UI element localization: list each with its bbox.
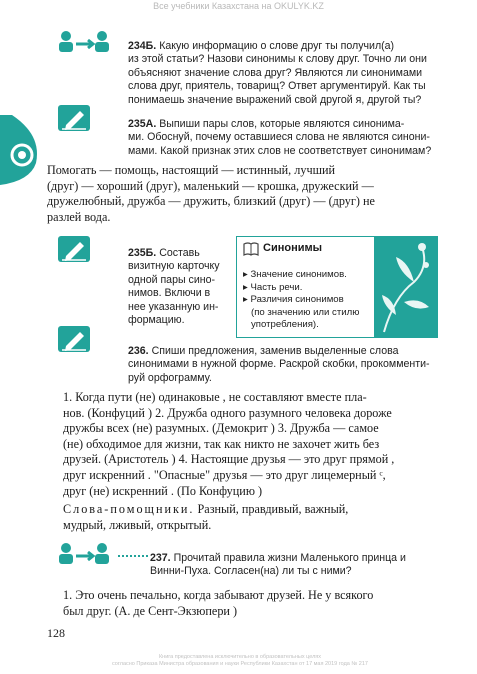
exercise-234b: 234Б. Какую информацию о слове друг ты получил(а) из этой статьи? Назови синонимы к слову друг. Точно ли они объясняют значение слова друг? Являются ли синонимами слова друг, приятель, товарищ? Ответ аргументируй. Как ты понимаешь значение выражений свой другой я, другой ты? <box>128 40 427 106</box>
bullet-icon: ▸ <box>243 294 251 306</box>
exercise-236: 236. Спиши предложения, заменив выделенные слова синонимами в нужной форме. Раскрой скобки, прокомменти- руй орфограмму. <box>128 345 430 384</box>
writing-pencil-icon <box>58 236 90 262</box>
teal-side-decoration <box>0 115 44 185</box>
exercise-235a: 235А. Выпиши пары слов, которые являются синонима- ми. Обоснуй, почему оставшиеся слова не являются синони- мами. Какой признак этих слов не соответствует синонимам? <box>128 118 432 157</box>
exercise-236-sentences: 1. Когда пути (не) одинаковые , не составляют вместе пла- нов. (Конфуций ) 2. Дружба одного разумного человека дороже дружбы всех (не) разумных. (Демокрит ) 3. Дружба — самое (не) обходимое для жизни, так как никто не захочет жить без друзей. (Аристотель ) 4. Настоящие друзья — это друг прямой , друг искренний . "Опасные" друзья — это друг лицемерный ᶜ, друг (не) искренний . (По Конфуцию ) <box>63 390 395 498</box>
word-pairs-block: Помогать — помощь, настоящий — истинный, лучший (друг) — хороший (друг), маленький — крошка, дружеский — дружелюбный, дружба — дружить, близкий (друг) — (друг) не разлей вода. <box>47 163 375 224</box>
footer-note: Книга предоставлена исключительно в образовательных целях согласно Приказа Министра образования и науки Республики Казахстан от 17 мая 2019 года № 217 <box>112 654 368 667</box>
exercise-number: 234Б. <box>128 40 157 52</box>
exercise-235b: 235Б. Составь визитную карточку одной пары сино- нимов. Включи в нее указанную ин- формацию. <box>128 247 220 327</box>
helper-words: Слова-помощники. Разный, правдивый, важный, мудрый, лживый, открытый. <box>63 502 349 532</box>
exercise-237-sentences: 1. Это очень печально, когда забывают друзей. Не у всякого был друг. (А. де Сент-Экзюпери ) <box>63 588 374 618</box>
writing-pencil-icon <box>58 105 90 131</box>
book-icon <box>243 242 259 261</box>
synonyms-info-card <box>236 236 438 338</box>
dotted-separator <box>118 555 148 557</box>
card-title: Синонимы <box>263 242 323 254</box>
watermark-top: Все учебники Казахстана на OKULYK.KZ <box>153 1 324 11</box>
group-work-icon <box>58 30 110 59</box>
bullet-icon: ▸ <box>243 269 251 280</box>
floral-ornament-panel <box>374 237 437 337</box>
writing-pencil-icon-2 <box>58 326 90 352</box>
exercise-237: 237. Прочитай правила жизни Маленького принца и Винни-Пуха. Согласен(на) ли ты с ними? <box>150 552 406 578</box>
page-number: 128 <box>47 626 65 640</box>
bullet-icon: ▸ <box>243 281 251 293</box>
helper-label: Слова-помощники. <box>63 502 195 516</box>
group-work-icon-2 <box>58 542 110 571</box>
card-list: ▸ Значение синонимов. ▸ Часть речи. ▸ Различия синонимов (по значению или стилю употребления). <box>243 269 360 331</box>
